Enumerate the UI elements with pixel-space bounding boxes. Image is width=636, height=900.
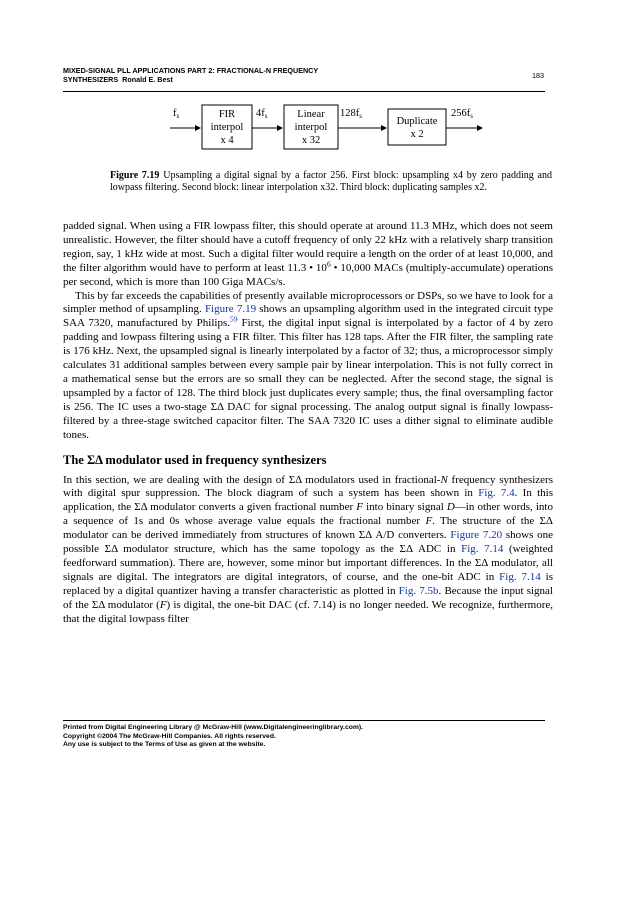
p3-text-i: is replaced by a digital quantizer having a transfer characteristic as plotted in	[63, 570, 553, 597]
header-divider	[63, 91, 545, 92]
block1-line2: interpol	[210, 122, 244, 133]
footer-line1: Printed from Digital Engineering Library @ McGraw-Hill (www.Digitalengineeringlibrary.com).	[63, 724, 364, 731]
block2-line3: x 32	[301, 135, 321, 146]
link-fig-7-5b[interactable]: Fig. 7.5b	[398, 584, 439, 597]
block3-line1: Duplicate	[396, 116, 438, 127]
header-author: Ronald E. Best	[122, 75, 173, 84]
footer-line3: Any use is subject to the Terms of Use as given at the website.	[63, 741, 266, 749]
p2-text-a: This by far exceeds the capabilities of presently available microprocessors or DSPs, so we have to look for a simpler method of upsampling.	[63, 289, 553, 316]
reference-59-link[interactable]: 59	[229, 314, 238, 324]
p2-text-c: First, the digital input signal is interpolated by a factor of 4 by zero padding and lowpass filtering using a FIR filter. This filter has 128 taps. After the FIR filter, the sampling rate is 176 kHz. Next, the upsampled signal is linearly interpolated by a factor of 32; thus, a microprocessor simply calculates 31 additional samples between every sample pair by linear interpolation. This is not fully correct in a mathematical sense but the errors are so small they can be neglected. After the second stage, the signal is upsampled by a factor of 128. The third block just duplicates every sample; thus, the final oversampling factor is 256. The IC uses a two-stage ΣΔ DAC for signal processing. The analog output signal is finally lowpass-filtered by a three-stage switched capacitor filter. The SAA 7320 IC uses a dither signal to eliminate audible tones.	[63, 317, 553, 441]
p3-text-f: . The structure of the ΣΔ modulator can be derived immediately from structures of known ΣΔ A/D converters.	[63, 515, 554, 542]
paragraph-2	[63, 290, 553, 443]
link-fig-7-14-b[interactable]: Fig. 7.14	[499, 570, 541, 583]
p3-text-k: ) is digital, the one-bit DAC (cf. 7.14) is no longer needed. We recognize, furthermore, that the digital lowpass filter	[63, 598, 553, 625]
block2-line2: interpol	[294, 122, 328, 133]
link-figure-7-20[interactable]: Figure 7.20	[450, 529, 503, 542]
p3-text-e: —in other words, into a sequence of 1s and 0s whose average value equals the fractional number	[63, 501, 553, 528]
p1-text-a: padded signal. When using a FIR lowpass filter, this should operate at around 11.3 MHz, which does not seem unrealistic. However, the filter should have a cutoff frequency of only 22 kHz with a relatively sharp transition region, say, 1 kHz wide at most. Such a digital filter would require a length on the order of at least 10,000, and the filter algorithm would have to perform at least 11.3 • 10	[63, 220, 553, 274]
body-text	[63, 220, 553, 626]
header-title-line2	[63, 75, 483, 84]
header-title-line2-text: SYNTHESIZERS	[63, 75, 119, 84]
link-fig-7-14-a[interactable]: Fig. 7.14	[461, 543, 504, 556]
p3-text-h: (weighted feedforward summation). There are, however, some minor but important differences. In the ΣΔ modulator, all signals are digital. The integrators are digital integrators, of course, and the one-bit ADC in	[63, 543, 553, 583]
caption-label: Figure 7.19	[110, 170, 160, 181]
block1-line1: FIR	[218, 109, 236, 120]
p1-superscript: 6	[326, 259, 331, 269]
p3-text-d: into binary signal	[363, 501, 447, 514]
p3-italic-d: D	[446, 501, 455, 514]
caption-text: Upsampling a digital signal by a factor 256. First block: upsampling x4 by zero padding and lowpass filtering. Second block: linear interpolation x32. Third block: duplicating samples x2.	[110, 170, 552, 193]
footer-line2: Copyright ©2004 The McGraw-Hill Companies. All rights reserved.	[63, 732, 276, 740]
footer-divider	[63, 720, 545, 721]
p3-italic-f2: F	[425, 515, 433, 528]
p1-text-b: • 10,000 MACs (multiply-accumulate) operations per second, which is more than 100 Giga MACs/s.	[63, 261, 553, 288]
p3-italic-n: N	[440, 473, 448, 486]
link-figure-7-19[interactable]: Figure 7.19	[204, 303, 257, 316]
p3-italic-f3: F	[159, 598, 167, 611]
paragraph-3	[63, 474, 553, 627]
link-fig-7-4[interactable]: Fig. 7.4	[478, 487, 515, 500]
block1-line3: x 4	[220, 135, 234, 146]
p2-text-b: shows an upsampling algorithm used in the integrated circuit type SAA 7320, manufactured by Philips.	[63, 303, 553, 330]
arrow2-label: 128fs	[340, 108, 362, 120]
p3-text-b: frequency synthesizers with digital spur suppression. The block diagram of such a system has been shown in	[63, 473, 553, 500]
output-label: 256fs	[451, 108, 473, 120]
p3-text-c: . In this application, the ΣΔ modulator converts a given fractional number	[63, 487, 554, 514]
arrow1-label: 4fs	[256, 108, 268, 120]
block3-line2: x 2	[410, 129, 424, 140]
running-header	[63, 66, 483, 84]
p3-text-a: In this section, we are dealing with the design of ΣΔ modulators used in fractional-	[63, 473, 441, 486]
page-number: 183	[532, 71, 544, 80]
paragraph-1	[63, 220, 553, 290]
block2-line1: Linear	[297, 109, 325, 120]
header-title-line1: MIXED-SIGNAL PLL APPLICATIONS PART 2: FRACTIONAL-N FREQUENCY	[63, 66, 319, 75]
upsampling-block-diagram	[170, 100, 500, 158]
input-label: fs	[173, 108, 180, 120]
section-heading: The ΣΔ modulator used in frequency synthesizers	[63, 452, 327, 467]
p3-text-g: shows one possible ΣΔ modulator structure, which has the same topology as the ΣΔ ADC in	[63, 529, 553, 556]
figure-caption	[110, 170, 552, 194]
copyright-footer	[63, 724, 543, 750]
p3-text-j: . Because the input signal of the ΣΔ modulator (	[63, 584, 553, 611]
p3-italic-f1: F	[356, 501, 363, 514]
